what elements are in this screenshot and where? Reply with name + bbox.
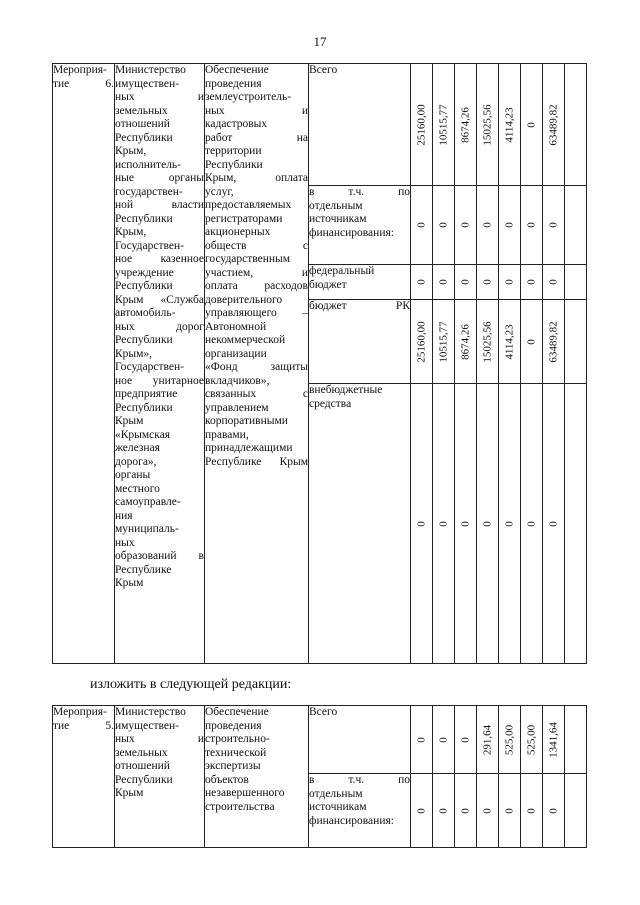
table-row (53, 64, 587, 186)
value-text: 0 (436, 736, 449, 743)
value-text: 0 (524, 121, 537, 128)
value-text: 63489,82 (546, 103, 559, 146)
value-cell (543, 384, 565, 664)
executor-cell-line: Республики (115, 280, 173, 292)
description-cell-line: объектов (205, 773, 249, 786)
value-text: 0 (480, 222, 493, 228)
executor-cell-line: Республики (115, 131, 173, 144)
value-text: 0 (546, 520, 559, 527)
description-cell-line: технической (205, 746, 267, 759)
value-text: 0 (414, 736, 427, 743)
executor-cell-line: учреждение (115, 266, 174, 279)
empty-cell (565, 384, 587, 664)
executor-cell-line: ной власти (115, 199, 204, 211)
value-text: 4114,23 (502, 106, 515, 143)
value-text: 0 (458, 222, 471, 228)
executor-cell-line: Республики (115, 773, 173, 786)
value-cell (543, 64, 565, 186)
executor-cell-line: ных и (115, 91, 204, 103)
value-cell (521, 706, 543, 774)
value-text: 0 (458, 807, 471, 814)
value-text: 0 (458, 520, 471, 527)
funding-source-line: финансирования: (309, 226, 394, 239)
value-cell (455, 265, 477, 300)
description-cell-line: принадлежащими (205, 442, 293, 454)
value-cell (455, 64, 477, 186)
description-cell-line: управлением (205, 401, 269, 414)
executor-cell-line: исполнитель- (115, 158, 182, 171)
value-cell (499, 774, 521, 848)
empty-cell (565, 186, 587, 265)
description-cell-line: услуг, (205, 185, 234, 198)
empty-cell (565, 706, 587, 774)
description-cell-line: Автономной (205, 320, 267, 333)
value-text: 63489,82 (546, 320, 559, 363)
value-cell (499, 186, 521, 265)
value-text: 0 (524, 338, 537, 345)
description-cell-line: акционерных (205, 226, 271, 238)
value-text: 0 (480, 279, 493, 285)
value-cell (477, 774, 499, 848)
value-cell (433, 384, 455, 664)
funding-source-cell (309, 64, 411, 186)
value-cell (455, 774, 477, 848)
value-cell (543, 774, 565, 848)
value-cell (433, 300, 455, 384)
funding-source-cell (309, 300, 411, 384)
value-text: 15025,56 (480, 320, 493, 363)
description-cell-line: территории (205, 145, 262, 157)
description-cell-line: оплата расходов (205, 280, 308, 292)
description-cell (205, 64, 309, 664)
value-cell (455, 384, 477, 664)
description-cell-line: землеустроитель- (205, 91, 292, 103)
description-cell-line: Республике Крым (205, 455, 308, 468)
value-cell (433, 64, 455, 186)
description-cell-line: Обеспечение (205, 64, 269, 76)
value-cell (477, 64, 499, 186)
funding-source-line: федеральный (309, 265, 375, 277)
value-text: 0 (502, 520, 515, 527)
funding-source-cell (309, 384, 411, 664)
activity-cell (53, 64, 115, 664)
value-text: 0 (436, 520, 449, 527)
value-text: 0 (436, 807, 449, 814)
description-cell-line: регистраторами (205, 212, 283, 225)
executor-cell-line: самоуправле- (115, 496, 181, 508)
value-cell (455, 186, 477, 265)
value-text: 0 (502, 807, 515, 814)
value-text: 0 (524, 520, 537, 527)
description-cell-line: государственным (205, 253, 291, 265)
funding-source-line: бюджет РК (309, 300, 410, 312)
value-cell (411, 384, 433, 664)
value-text: 0 (524, 807, 537, 814)
activity-cell-line: Мероприя- (53, 64, 107, 76)
empty-cell (565, 300, 587, 384)
executor-cell-line: ных и (115, 733, 204, 745)
value-cell (499, 64, 521, 186)
value-text: 0 (436, 222, 449, 228)
executor-cell-line: ных дорог (115, 320, 204, 333)
description-cell-line: экспертизы (205, 760, 261, 772)
executor-cell-line: Крым, (115, 145, 147, 157)
value-cell (411, 186, 433, 265)
value-cell (455, 300, 477, 384)
value-cell (477, 300, 499, 384)
activity-cell-line: тие 6. (53, 77, 114, 90)
executor-cell-line: Республики (115, 401, 173, 414)
value-cell (521, 774, 543, 848)
executor-cell-line: ное унитарное (115, 374, 204, 387)
executor-cell (115, 64, 205, 664)
value-cell (411, 265, 433, 300)
value-cell (433, 774, 455, 848)
value-text: 10515,77 (436, 320, 449, 363)
description-cell-line: работ на (205, 131, 308, 144)
description-cell-line: вкладчиков», (205, 374, 270, 387)
description-cell-line: Обеспечение (205, 706, 269, 718)
description-cell-line: предоставляемых (205, 199, 292, 211)
value-cell (477, 706, 499, 774)
table-body (53, 706, 587, 848)
executor-cell-line: ных (115, 536, 135, 549)
value-text: 0 (502, 279, 515, 285)
description-cell-line: Республики (205, 158, 263, 171)
value-cell (477, 265, 499, 300)
value-cell (477, 186, 499, 265)
executor-cell-line: имуществен- (115, 719, 180, 732)
description-cell-line: некоммерческой (205, 334, 286, 346)
value-cell (543, 265, 565, 300)
funding-source-line: в т.ч. по (309, 186, 410, 198)
value-cell (411, 64, 433, 186)
value-text: 0 (414, 222, 427, 228)
empty-cell (565, 265, 587, 300)
executor-cell-line: Министерство (115, 706, 186, 718)
executor-cell-line: ное казенное (115, 253, 204, 265)
funding-source-line: источникам (309, 801, 367, 813)
value-text: 0 (414, 520, 427, 527)
funding-source-line: внебюджетные (309, 384, 383, 396)
value-text: 0 (546, 807, 559, 814)
value-cell (433, 186, 455, 265)
executor-cell-line: предприятие (115, 388, 178, 400)
funding-source-cell (309, 186, 411, 265)
funding-source-line: отдельным (309, 787, 363, 800)
description-cell-line: Крым, оплата (205, 172, 308, 184)
description-cell-line: организации (205, 347, 267, 360)
value-text: 0 (436, 279, 449, 285)
value-cell (433, 265, 455, 300)
value-text: 291,64 (480, 724, 493, 755)
description-cell-line: проведения (205, 77, 262, 90)
value-text: 4114,23 (502, 323, 515, 360)
value-cell (521, 384, 543, 664)
executor-cell-line: отношений (115, 760, 170, 772)
value-text: 525,00 (502, 724, 515, 755)
value-cell (543, 706, 565, 774)
value-cell (543, 186, 565, 265)
page-number: 17 (313, 34, 327, 49)
executor-cell-line: местного (115, 482, 160, 495)
funding-source-line: отдельным (309, 199, 363, 212)
funding-source-line: Всего (309, 64, 338, 76)
funding-source-line: Всего (309, 706, 338, 718)
executor-cell-line: железная (115, 442, 160, 454)
description-cell-line: доверительного (205, 293, 283, 306)
value-text: 8674,26 (458, 323, 471, 360)
executor-cell-line: Крым, (115, 226, 147, 238)
executor-cell-line: автомобиль- (115, 307, 176, 319)
executor-cell-line: государствен- (115, 185, 183, 198)
executor-cell-line: Крым (115, 415, 144, 427)
value-cell (521, 265, 543, 300)
funding-source-line: в т.ч. по (309, 774, 410, 786)
executor-cell (115, 706, 205, 848)
executor-cell-line: ния (115, 509, 133, 522)
description-cell-line: незавершенного (205, 787, 285, 799)
value-cell (433, 706, 455, 774)
executor-cell-line: земельных (115, 104, 168, 117)
value-text: 0 (480, 520, 493, 527)
funding-source-line: финансирования: (309, 814, 394, 827)
executor-cell-line: Крым «Служба (115, 293, 204, 306)
executor-cell-line: отношений (115, 118, 170, 130)
value-text: 0 (458, 279, 471, 285)
description-cell-line: строительно- (205, 733, 270, 745)
executor-cell-line: Республики (115, 212, 173, 225)
table-body (53, 64, 587, 664)
description-cell (205, 706, 309, 848)
executor-cell-line: земельных (115, 746, 168, 759)
description-cell-line: ных и (205, 104, 308, 117)
description-cell-line: корпоративными (205, 415, 288, 427)
value-text: 10515,77 (436, 103, 449, 146)
empty-cell (565, 64, 587, 186)
executor-cell-line: Крым (115, 577, 144, 589)
funding-source-line: источникам (309, 213, 367, 225)
description-cell-line: управляющего – (205, 307, 308, 319)
executor-cell-line: Республике (115, 563, 172, 576)
executor-cell-line: Крым (115, 787, 144, 799)
amendment-statement: изложить в следующей редакции: (90, 677, 292, 692)
value-text: 525,00 (524, 724, 537, 755)
description-cell-line: правами, (205, 428, 249, 441)
description-cell-line: «Фонд защиты (205, 361, 308, 373)
executor-cell-line: Государствен- (115, 361, 184, 373)
executor-cell-line: имуществен- (115, 77, 180, 90)
table-row (53, 706, 587, 774)
value-cell (411, 706, 433, 774)
table-activity-6 (52, 63, 587, 664)
value-text: 0 (502, 222, 515, 228)
value-text: 0 (546, 279, 559, 285)
value-cell (521, 186, 543, 265)
value-text: 0 (546, 222, 559, 228)
value-cell (499, 300, 521, 384)
executor-cell-line: ные органы (115, 172, 204, 184)
funding-source-line: средства (309, 397, 352, 410)
executor-cell-line: Крым», (115, 347, 153, 360)
value-text: 25160,00 (414, 103, 427, 146)
value-text: 15025,56 (480, 103, 493, 146)
executor-cell-line: органы (115, 469, 151, 481)
value-text: 8674,26 (458, 106, 471, 143)
executor-cell-line: «Крымская (115, 428, 171, 441)
funding-source-cell (309, 774, 411, 848)
funding-source-cell (309, 265, 411, 300)
activity-cell-line: тие 5. (53, 719, 114, 732)
value-cell (499, 706, 521, 774)
value-cell (521, 64, 543, 186)
value-text: 0 (414, 279, 427, 285)
activity-cell (53, 706, 115, 848)
description-cell-line: связанных с (205, 388, 308, 400)
description-cell-line: строительства (205, 800, 275, 813)
funding-source-line: бюджет (309, 278, 347, 291)
value-cell (521, 300, 543, 384)
value-text: 0 (480, 807, 493, 814)
activity-cell-line: Мероприя- (53, 706, 107, 718)
description-cell-line: проведения (205, 719, 262, 732)
value-text: 0 (524, 222, 537, 228)
value-cell (499, 265, 521, 300)
value-cell (499, 384, 521, 664)
executor-cell-line: Республики (115, 334, 173, 346)
executor-cell-line: дорога», (115, 455, 157, 468)
executor-cell-line: Государствен- (115, 239, 184, 252)
empty-cell (565, 774, 587, 848)
value-text: 0 (414, 807, 427, 814)
description-cell-line: кадастровых (205, 118, 268, 130)
executor-cell-line: образований в (115, 550, 204, 562)
executor-cell-line: муниципаль- (115, 523, 179, 535)
description-cell-line: участием, и (205, 266, 308, 279)
value-text: 1341,64 (546, 721, 559, 758)
value-cell (543, 300, 565, 384)
value-cell (411, 300, 433, 384)
value-cell (455, 706, 477, 774)
value-text: 0 (458, 736, 471, 743)
funding-source-cell (309, 706, 411, 774)
value-cell (411, 774, 433, 848)
value-cell (477, 384, 499, 664)
value-text: 25160,00 (414, 320, 427, 363)
description-cell-line: обществ с (205, 239, 308, 252)
executor-cell-line: Министерство (115, 64, 186, 76)
table-activity-5 (52, 705, 587, 848)
value-text: 0 (524, 279, 537, 285)
